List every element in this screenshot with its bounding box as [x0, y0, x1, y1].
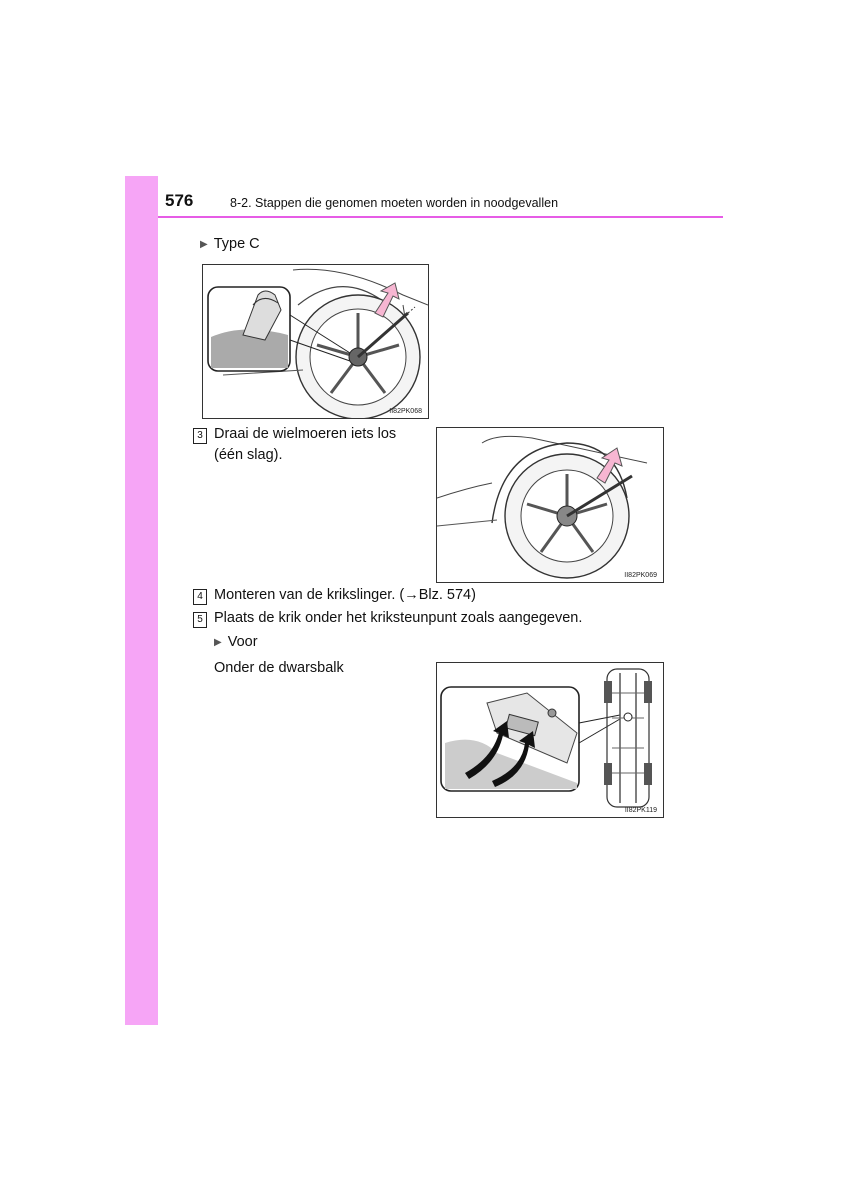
- page-number: 576: [165, 191, 194, 210]
- step-number-box: 3: [193, 428, 207, 444]
- step3-line2: (één slag).: [214, 447, 283, 463]
- figure-code: II82PK119: [624, 807, 657, 814]
- figure-code: II82PK069: [624, 572, 657, 579]
- figure-loosen-nuts: [436, 427, 664, 583]
- type-c-label-row: [200, 234, 260, 256]
- triangle-bullet-icon: ▶: [214, 637, 222, 648]
- wheel-nut-illustration: [203, 265, 428, 418]
- figure-code: II82PK068: [389, 408, 422, 415]
- loosen-nuts-illustration: [437, 428, 663, 582]
- onder-label: Onder de dwarsbalk: [214, 660, 344, 676]
- type-c-label: Type C: [213, 236, 260, 252]
- section-title: 8-2. Stappen die genomen moeten worden in noodgevallen: [230, 196, 559, 210]
- header-rule: [158, 216, 723, 218]
- voor-label: Voor: [227, 634, 258, 650]
- figure-jack-point: [436, 662, 664, 818]
- side-color-bar: [125, 176, 158, 1025]
- step-number-box: 5: [193, 612, 207, 628]
- voor-label-row: [214, 632, 258, 654]
- step-number-box: 4: [193, 589, 207, 605]
- step4-text: Monteren van de krikslinger. (→Blz. 574): [214, 587, 476, 603]
- step5-text: Plaats de krik onder het kriksteunpunt zoals aangegeven.: [214, 610, 583, 626]
- figure-wheel-nut-closeup: [202, 264, 429, 419]
- triangle-bullet-icon: ▶: [200, 239, 208, 250]
- jack-point-illustration: [437, 663, 663, 817]
- step3-line1: Draai de wielmoeren iets los: [214, 426, 397, 442]
